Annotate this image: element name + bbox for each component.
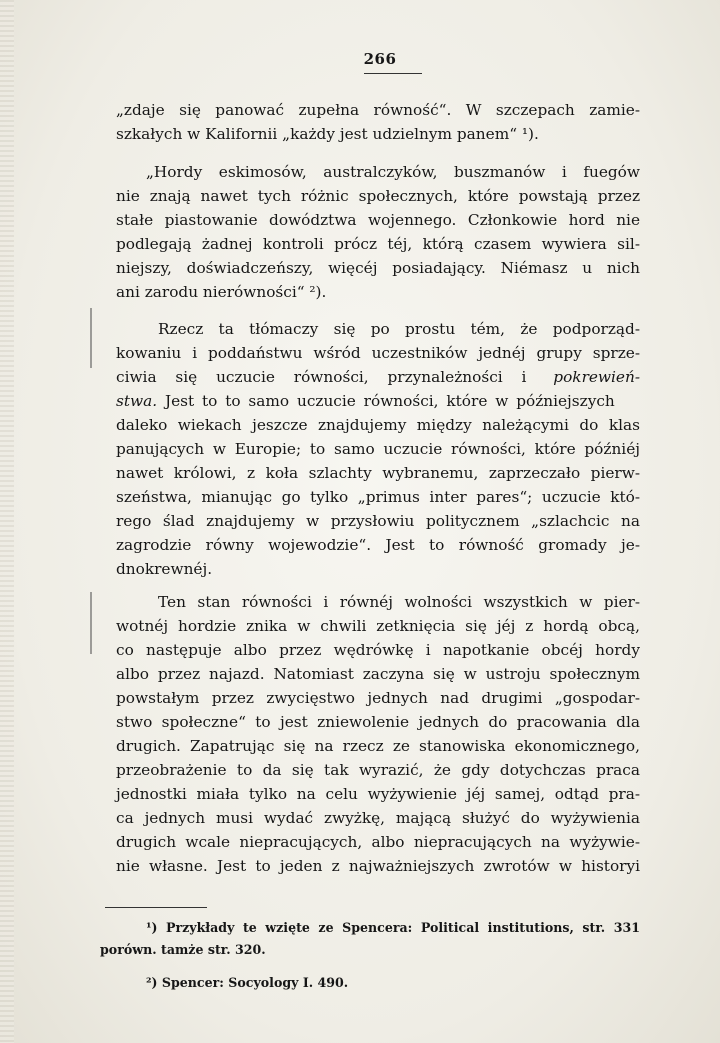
text-line: drugich wcale niepracujących, albo niepracujących na wyżywie- bbox=[116, 833, 640, 851]
header-rule bbox=[364, 73, 422, 74]
text-line: stałe piastowanie dowództwa wojennego. Członkowie hord nie bbox=[116, 211, 640, 229]
text-line: zagrodzie równy wojewodzie“. Jest to równość gromady je- bbox=[116, 536, 640, 554]
text-line: nawet królowi, z koła szlachty wybranemu, zaprzeczało pierw- bbox=[116, 464, 640, 482]
text-line: „zdaje się panować zupełna równość“. W szczepach zamie- bbox=[116, 101, 640, 119]
italic-word: stwa. bbox=[116, 392, 158, 410]
margin-mark bbox=[90, 592, 92, 654]
text-line bbox=[116, 389, 640, 413]
text-line: Ten stan równości i równéj wolności wszystkich w pier- bbox=[158, 593, 640, 611]
text-line: co następuje albo przez wędrówkę i napotkanie obcéj hordy bbox=[116, 641, 640, 659]
text-line: stwo społeczne“ to jest zniewolenie jednych do pracowania dla bbox=[116, 713, 640, 731]
italic-word: pokrewień- bbox=[553, 368, 640, 386]
text-line: przeobrażenie to da się tak wyrazić, że gdy dotychczas praca bbox=[116, 761, 640, 779]
footnote-rule bbox=[105, 907, 207, 908]
text-line: szkałych w Kalifornii „każdy jest udzielnym panem“ ¹). bbox=[116, 125, 539, 143]
text-line: rego ślad znajdujemy w przysłowiu politycznem „szlachcic na bbox=[116, 512, 640, 530]
text-segment: ciwia się uczucie równości, przynależności i bbox=[116, 368, 527, 386]
text-line: jednostki miała tylko na celu wyżywienie jéj samej, odtąd pra- bbox=[116, 785, 640, 803]
text-segment: Jest to to samo uczucie równości, które w późniejszych bbox=[157, 392, 615, 410]
text-line: powstałym przez zwycięstwo jednych nad drugimi „gospodar- bbox=[116, 689, 640, 707]
text-line: wotnéj hordzie znika w chwili zetknięcia się jéj z hordą obcą, bbox=[116, 617, 640, 635]
text-line: nie własne. Jest to jeden z najważniejszych zwrotów w historyi bbox=[116, 857, 640, 875]
footnote-line: ¹) Przykłady te wzięte ze Spencera: Political institutions, str. 331 bbox=[146, 920, 640, 935]
text-line: podlegają żadnej kontroli prócz téj, którą czasem wywiera sil- bbox=[116, 235, 640, 253]
text-line: panujących w Europie; to samo uczucie równości, które późniéj bbox=[116, 440, 640, 458]
text-line: daleko wiekach jeszcze znajdujemy między należącymi do klas bbox=[116, 416, 640, 434]
text-line: niejszy, doświadczeńszy, więcéj posiadający. Niémasz u nich bbox=[116, 259, 640, 277]
text-line: ca jednych musi wydać zwyżkę, mającą służyć do wyżywienia bbox=[116, 809, 640, 827]
text-line: nie znają nawet tych różnic społecznych, które powstają przez bbox=[116, 187, 640, 205]
text-line: „Hordy eskimosów, australczyków, buszmanów i fuegów bbox=[146, 163, 640, 181]
page-number: 266 bbox=[363, 50, 397, 68]
text-line: kowaniu i poddaństwu wśród uczestników jednéj grupy sprze- bbox=[116, 344, 640, 362]
text-line: ani zarodu nierówności“ ²). bbox=[116, 283, 327, 301]
text-line: dnokrewnéj. bbox=[116, 560, 213, 578]
text-line: albo przez najazd. Natomiast zaczyna się w ustroju społecznym bbox=[116, 665, 640, 683]
page-edge-shadow bbox=[0, 0, 14, 1043]
text-line: Rzecz ta tłómaczy się po prostu tém, że podporząd- bbox=[158, 320, 640, 338]
footnote-line: ²) Spencer: Socyology I. 490. bbox=[146, 975, 349, 990]
text-line: szeństwa, mianując go tylko „primus inter pares“; uczucie któ- bbox=[116, 488, 640, 506]
text-line bbox=[116, 365, 640, 389]
text-line: drugich. Zapatrując się na rzecz ze stanowiska ekonomicznego, bbox=[116, 737, 640, 755]
footnote-line: porówn. tamże str. 320. bbox=[100, 942, 266, 957]
margin-mark bbox=[90, 308, 92, 368]
